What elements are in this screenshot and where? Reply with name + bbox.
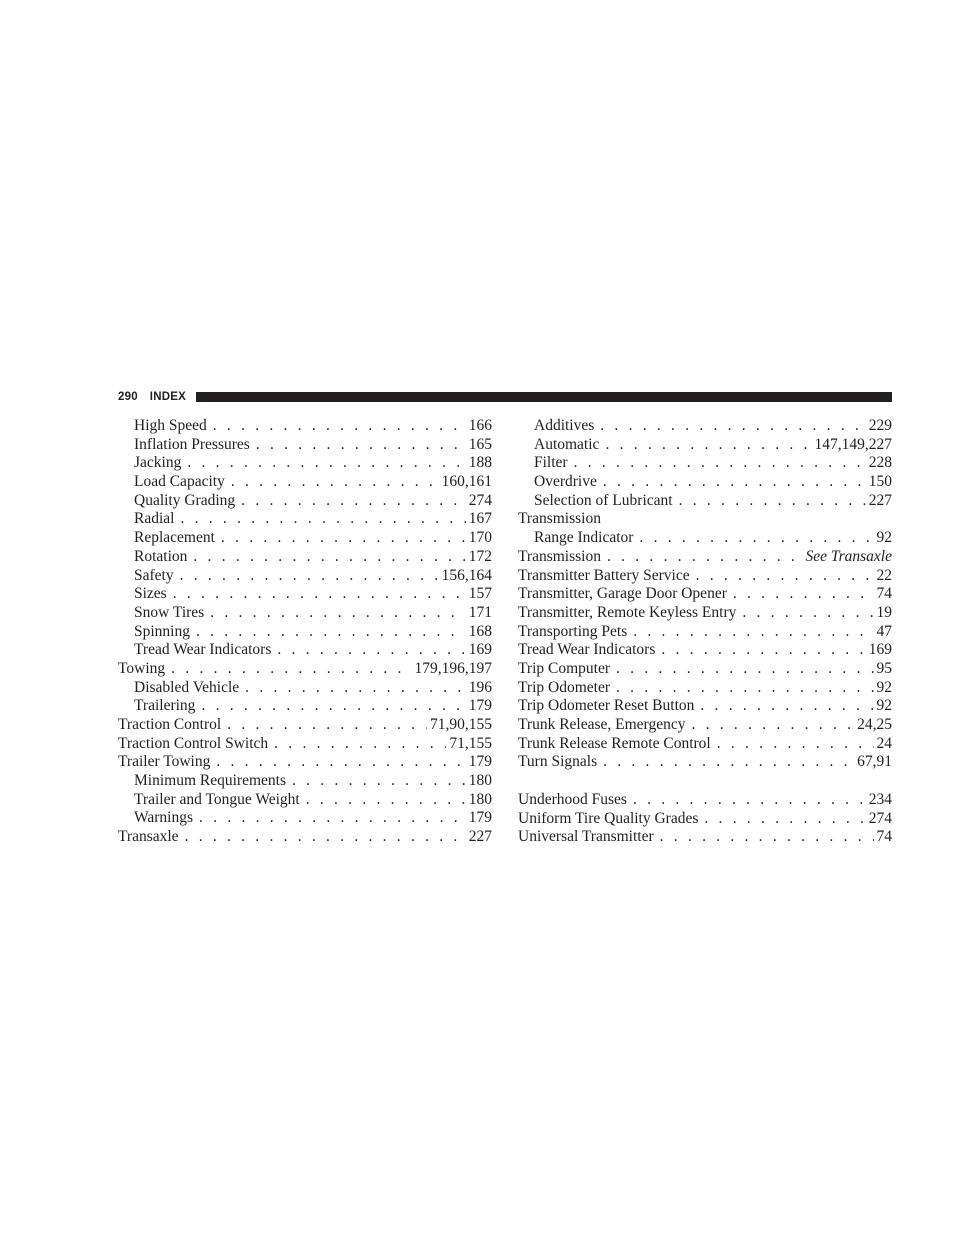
dot-leader: [227, 716, 427, 735]
index-entry: [118, 660, 492, 679]
section-title: INDEX: [149, 391, 186, 403]
page-references: 166: [468, 417, 492, 434]
index-subentry: [518, 436, 892, 455]
page-references: 167: [468, 510, 492, 528]
index-entry: [518, 735, 892, 754]
page-references: 92: [876, 529, 892, 547]
page-references: 92: [876, 678, 892, 696]
index-term: Additives: [534, 417, 595, 434]
page-references: 169: [868, 641, 892, 659]
index-subentry: [118, 473, 492, 492]
dot-leader: [196, 623, 466, 642]
dot-leader: [306, 791, 466, 810]
dot-leader: [274, 735, 446, 754]
dot-leader: [292, 772, 466, 791]
page-references: 168: [468, 622, 492, 640]
page-references: 47: [876, 622, 892, 640]
index-term: Transporting Pets: [518, 622, 628, 640]
dot-leader: [574, 454, 866, 473]
index-term: Universal Transmitter: [518, 828, 654, 846]
page-references: 19: [876, 603, 892, 621]
header-rule: [196, 392, 892, 402]
index-subentry: [118, 417, 492, 436]
page-references: 169: [468, 641, 492, 659]
index-entry: [518, 810, 892, 829]
page-references: 274: [868, 809, 892, 827]
page-references: 150: [868, 473, 892, 491]
index-term: Quality Grading: [134, 491, 236, 509]
page-references: 180: [468, 772, 492, 790]
page-references: 229: [868, 417, 892, 434]
index-term: Sizes: [134, 585, 167, 603]
dot-leader: [213, 417, 466, 436]
page-references: 227: [468, 828, 492, 846]
index-term: Filter: [534, 454, 568, 472]
index-entry: [518, 716, 892, 735]
dot-leader: [607, 548, 802, 567]
index-term: Disabled Vehicle: [134, 678, 240, 696]
page-references: 165: [468, 435, 492, 453]
dot-leader: [277, 641, 465, 660]
index-term: Trailer and Tongue Weight: [134, 790, 300, 808]
page-header: [118, 389, 892, 405]
dot-leader: [171, 660, 411, 679]
dot-leader: [679, 492, 866, 511]
index-term: High Speed: [134, 417, 207, 434]
index-subentry: [118, 641, 492, 660]
page-references: 71,155: [449, 734, 492, 752]
page-references: 180: [468, 790, 492, 808]
index-subentry: [118, 623, 492, 642]
index-term: Inflation Pressures: [134, 435, 250, 453]
index-term: Transaxle: [118, 828, 179, 846]
page-references: 234: [868, 791, 892, 809]
dot-leader: [231, 473, 439, 492]
page-references: 67,91: [857, 753, 892, 771]
index-term: Jacking: [134, 454, 182, 472]
dot-leader: [661, 641, 865, 660]
index-term: Tread Wear Indicators: [134, 641, 272, 659]
index-entry: [518, 791, 892, 810]
index-subentry: [118, 454, 492, 473]
dot-leader: [633, 791, 866, 810]
index-term: Turn Signals: [518, 753, 598, 771]
page-references: 171: [468, 603, 492, 621]
page-references: 24,25: [857, 716, 892, 733]
dot-leader: [660, 828, 874, 847]
dot-leader: [221, 529, 466, 548]
index-term: Replacement: [134, 529, 215, 547]
page-references: 22: [876, 566, 892, 584]
index-term: Towing: [118, 659, 166, 677]
index-subentry: [518, 473, 892, 492]
page-references: 179: [468, 809, 492, 827]
index-column-right: [518, 417, 892, 847]
index-subentry: [118, 604, 492, 623]
dot-leader: [210, 604, 466, 623]
dot-leader: [185, 828, 466, 847]
index-entry: [518, 567, 892, 586]
index-entry: [118, 735, 492, 754]
page-references: 74: [876, 828, 892, 846]
index-term: Traction Control Switch: [118, 734, 269, 752]
page-number: 290: [118, 391, 138, 403]
index-term: Transmitter, Remote Keyless Entry: [518, 603, 737, 621]
page-references: 24: [876, 734, 892, 752]
index-subentry: [518, 529, 892, 548]
dot-leader: [603, 753, 854, 772]
dot-leader: [603, 473, 866, 492]
index-subentry: [118, 585, 492, 604]
dot-leader: [717, 735, 874, 754]
index-term: Radial: [134, 510, 175, 528]
index-entry: [518, 679, 892, 698]
index-term: Trailering: [134, 697, 196, 715]
page-references: 188: [468, 454, 492, 472]
page-references: 95: [876, 659, 892, 677]
index-entry: [518, 623, 892, 642]
page-references: 227: [868, 491, 892, 509]
dot-leader: [605, 436, 811, 455]
index-subentry: [118, 791, 492, 810]
index-spacer: [518, 772, 892, 791]
index-subentry: [118, 492, 492, 511]
dot-leader: [245, 679, 466, 698]
page-references: 71,90,155: [430, 716, 492, 733]
index-term: Load Capacity: [134, 473, 225, 491]
index-entry: [518, 585, 892, 604]
index-term: Transmitter, Garage Door Opener: [518, 585, 727, 603]
index-term: Safety: [134, 566, 174, 584]
index-subentry: [118, 697, 492, 716]
index-subentry: [118, 529, 492, 548]
index-term: Trunk Release Remote Control: [518, 734, 711, 752]
index-term: Minimum Requirements: [134, 772, 286, 790]
index-term: Snow Tires: [134, 603, 205, 621]
dot-leader: [616, 660, 873, 679]
index-subentry: [518, 417, 892, 436]
index-entry: [518, 753, 892, 772]
page-references: 157: [468, 585, 492, 603]
dot-leader: [633, 623, 873, 642]
index-subentry: [118, 809, 492, 828]
dot-leader: [704, 810, 865, 829]
index-term: Traction Control: [118, 716, 222, 733]
page-references: 160,161: [441, 473, 492, 491]
page-references: 179: [468, 697, 492, 715]
page-references: 228: [868, 454, 892, 472]
index-subentry: [118, 679, 492, 698]
page-references: 147,149,227: [814, 435, 892, 453]
index-term: Trunk Release, Emergency: [518, 716, 686, 733]
page-references: 179: [468, 753, 492, 771]
dot-leader: [696, 567, 874, 586]
index-term: Transmission: [518, 547, 601, 565]
dot-leader: [187, 454, 465, 473]
cross-reference: See Transaxle: [805, 547, 892, 565]
index-term: Spinning: [134, 622, 190, 640]
index-entry: [518, 548, 892, 567]
index-subentry: [118, 567, 492, 586]
index-entry: [518, 510, 892, 529]
index-term: Trip Computer: [518, 659, 611, 677]
index-term: Trip Odometer: [518, 678, 610, 696]
index-term: Overdrive: [534, 473, 597, 491]
index-entry: [518, 828, 892, 847]
index-term: Transmission: [518, 510, 601, 528]
dot-leader: [742, 604, 873, 623]
dot-leader: [700, 697, 873, 716]
index-subentry: [118, 510, 492, 529]
page-references: 274: [468, 491, 492, 509]
page-references: 92: [876, 697, 892, 715]
index-term: Trip Odometer Reset Button: [518, 697, 695, 715]
dot-leader: [616, 679, 874, 698]
index-term: Rotation: [134, 547, 188, 565]
dot-leader: [173, 585, 466, 604]
index-subentry: [518, 492, 892, 511]
dot-leader: [256, 436, 466, 455]
index-entry: [118, 828, 492, 847]
index-subentry: [518, 454, 892, 473]
index-entry: [518, 604, 892, 623]
index-term: Automatic: [534, 435, 600, 453]
index-term: Transmitter Battery Service: [518, 566, 690, 584]
dot-leader: [733, 585, 874, 604]
dot-leader: [180, 567, 439, 586]
index-entry: [518, 660, 892, 679]
index-entry: [518, 641, 892, 660]
index-term: Uniform Tire Quality Grades: [518, 809, 699, 827]
index-term: Range Indicator: [534, 529, 634, 547]
dot-leader: [180, 510, 465, 529]
page-references: 196: [468, 678, 492, 696]
index-subentry: [118, 436, 492, 455]
page-references: 170: [468, 529, 492, 547]
dot-leader: [193, 548, 465, 567]
index-subentry: [118, 548, 492, 567]
index-term: Tread Wear Indicators: [518, 641, 656, 659]
dot-leader: [639, 529, 873, 548]
index-term: Trailer Towing: [118, 753, 211, 771]
index-column-left: [118, 417, 492, 847]
index-entry: [118, 753, 492, 772]
page-references: 156,164: [441, 566, 492, 584]
index-term: Selection of Lubricant: [534, 491, 673, 509]
dot-leader: [216, 753, 465, 772]
index-term: Warnings: [134, 809, 194, 827]
dot-leader: [691, 716, 854, 735]
page-references: 179,196,197: [414, 659, 492, 677]
dot-leader: [600, 417, 865, 436]
index-term: Underhood Fuses: [518, 791, 627, 809]
dot-leader: [201, 697, 465, 716]
index-entry: [518, 697, 892, 716]
dot-leader: [241, 492, 466, 511]
dot-leader: [199, 809, 466, 828]
index-subentry: [118, 772, 492, 791]
page-references: 172: [468, 547, 492, 565]
page-references: 74: [876, 585, 892, 603]
index-entry: [118, 716, 492, 735]
